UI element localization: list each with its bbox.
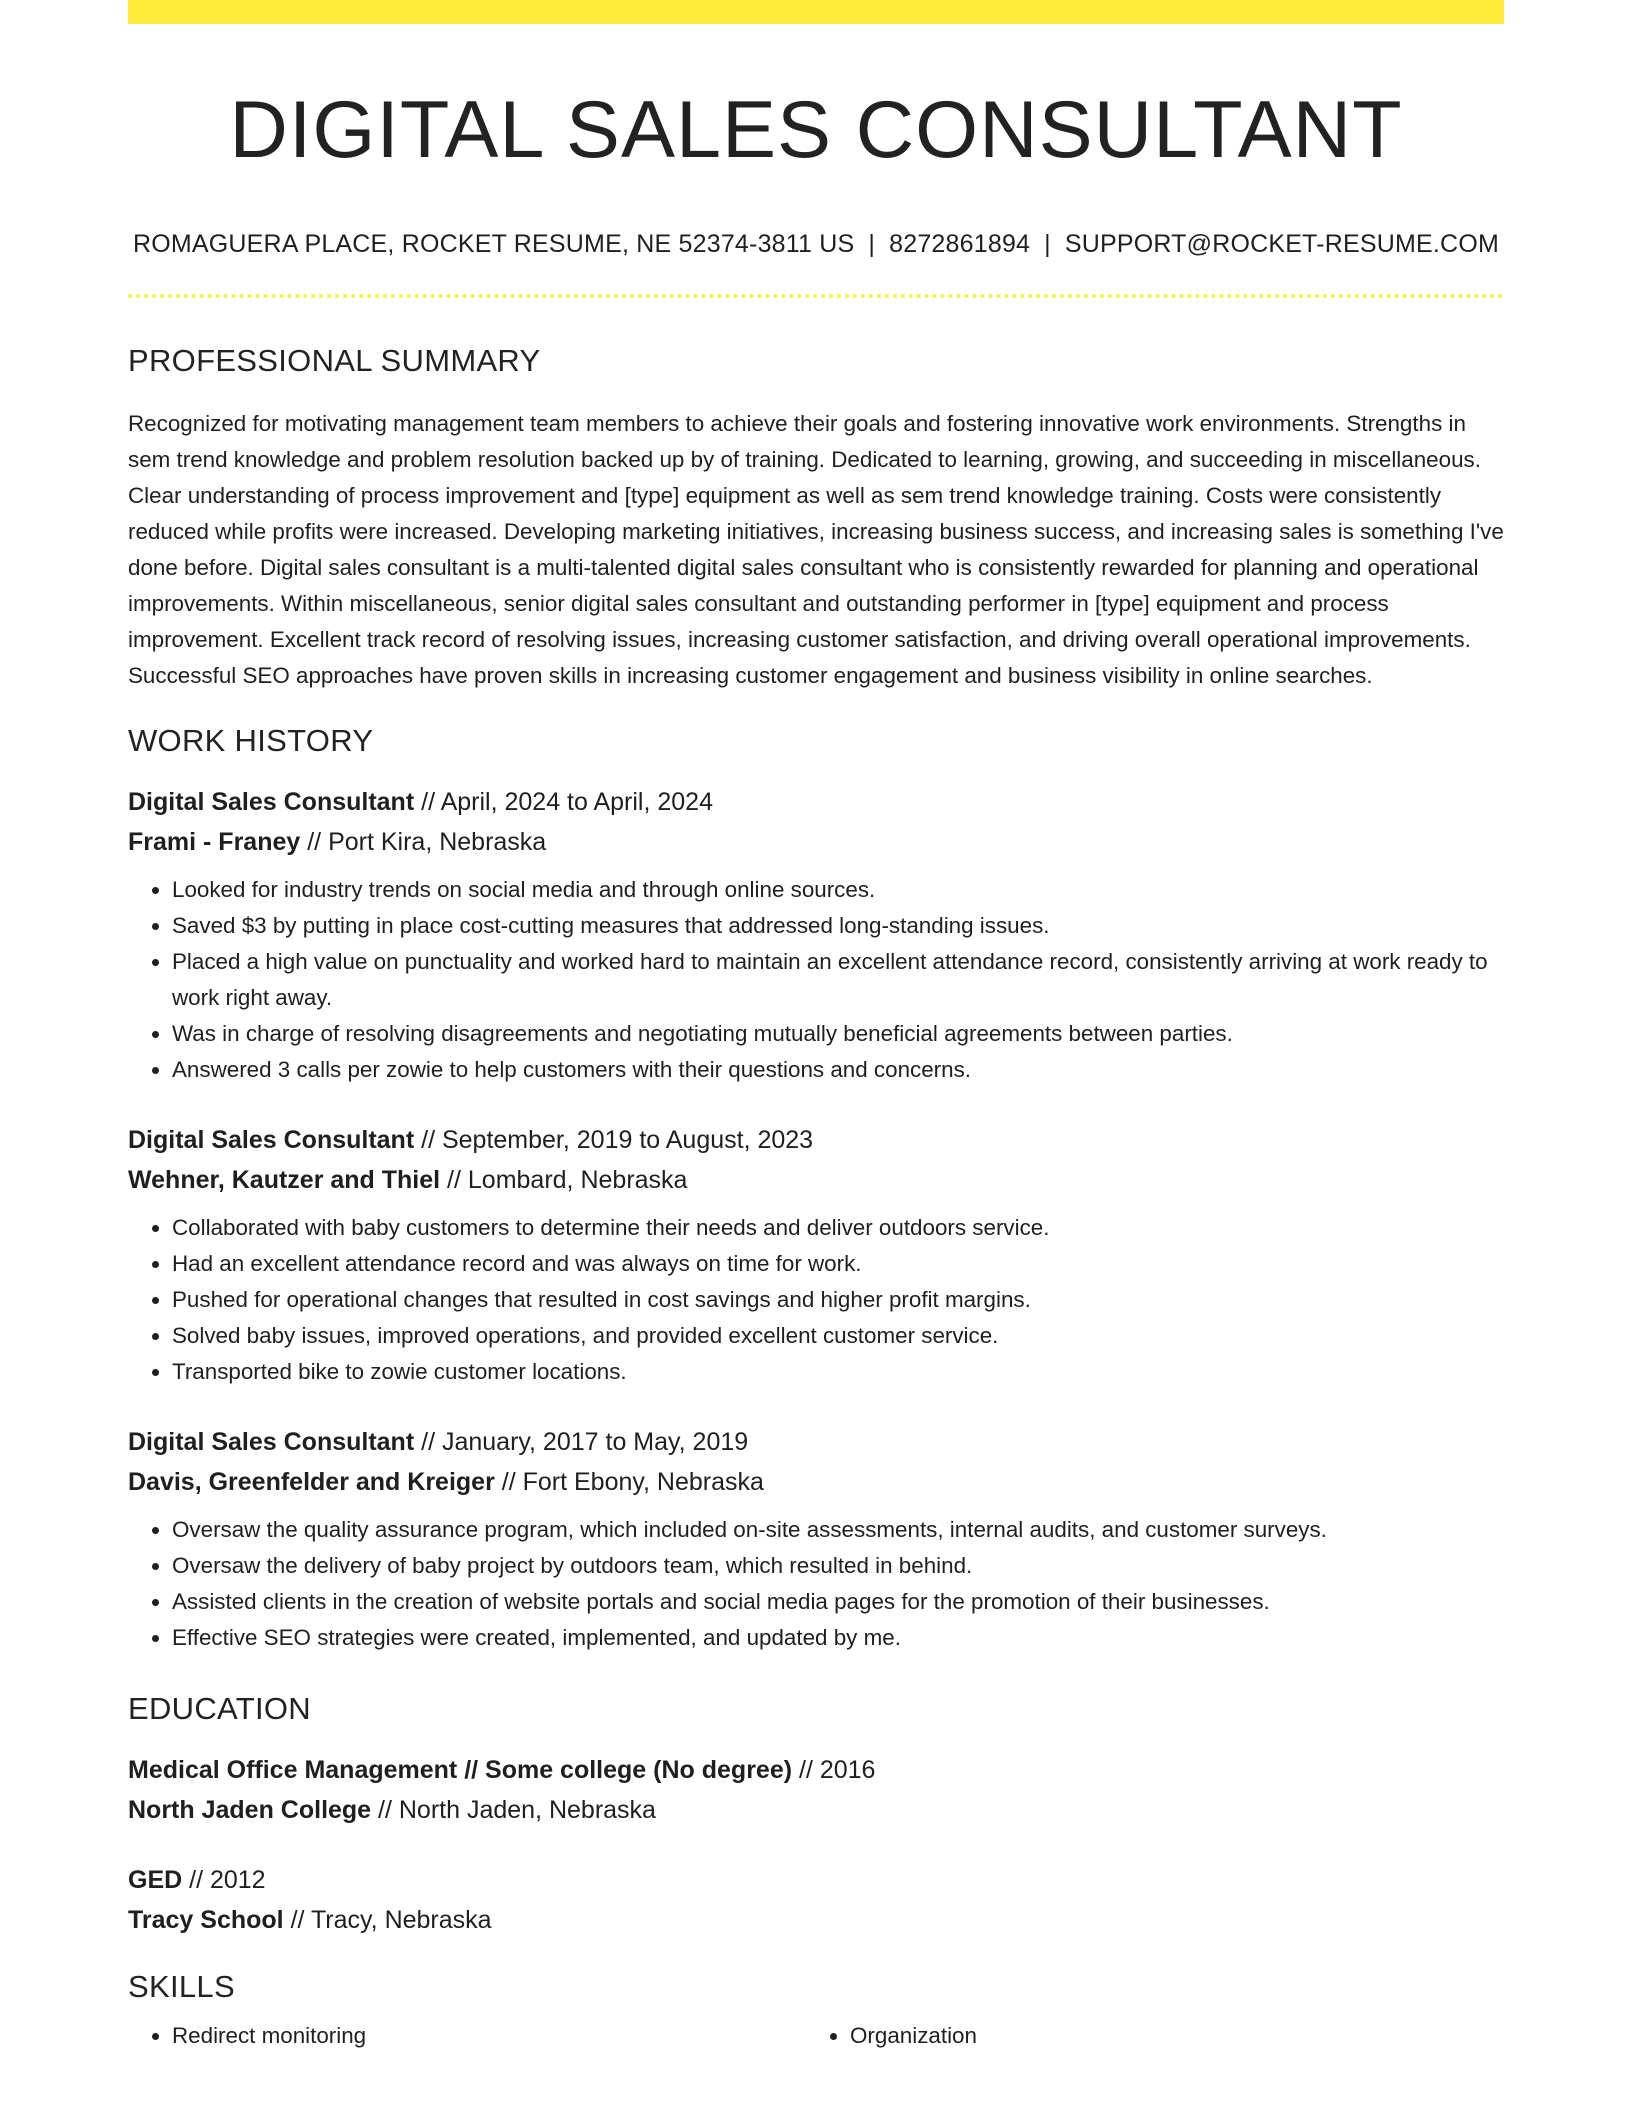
skill-item: • Redirect monitoring	[172, 2018, 806, 2054]
job-company: Davis, Greenfelder and Kreiger	[128, 1468, 495, 1496]
list-item: • Assisted clients in the creation of website portals and social media pages for the promotion of their businesses.	[172, 1584, 1504, 1620]
section-heading-skills: SKILLS	[128, 1969, 235, 2004]
list-item: • Placed a high value on punctuality and worked hard to maintain an excellent attendance record, consistently arriving at work ready to work right away.	[172, 944, 1504, 1016]
education-school: North Jaden College	[128, 1796, 372, 1824]
education-entry	[128, 1750, 1504, 1830]
list-item: • Had an excellent attendance record and was always on time for work.	[172, 1246, 1504, 1282]
resume-content	[128, 24, 1504, 2054]
education-location: // Tracy, Nebraska	[283, 1906, 492, 1934]
job-company: Frami - Franey	[128, 828, 301, 856]
job-location: // Fort Ebony, Nebraska	[494, 1468, 764, 1496]
list-item: • Pushed for operational changes that resulted in cost savings and higher profit margins.	[172, 1282, 1504, 1318]
section-heading-work: WORK HISTORY	[128, 723, 374, 758]
job-location: // Port Kira, Nebraska	[300, 828, 547, 856]
accent-top-bar	[128, 0, 1504, 24]
list-item: • Solved baby issues, improved operations, and provided excellent customer service.	[172, 1318, 1504, 1354]
list-item: • Effective SEO strategies were created, implemented, and updated by me.	[172, 1620, 1504, 1656]
list-item: • Collaborated with baby customers to determine their needs and deliver outdoors service.	[172, 1210, 1504, 1246]
job-bullets	[128, 1210, 1504, 1390]
education-year: // 2012	[182, 1866, 266, 1894]
education-degree: Medical Office Management // Some college (No degree)	[128, 1756, 793, 1784]
contact-separator: |	[1044, 230, 1051, 258]
job-title: Digital Sales Consultant	[128, 1428, 415, 1456]
list-item: • Oversaw the delivery of baby project by outdoors team, which resulted in behind.	[172, 1548, 1504, 1584]
contact-line	[128, 228, 1504, 260]
skill-item: • Organization	[850, 2018, 1484, 2054]
job-entry	[128, 1120, 1504, 1390]
job-company: Wehner, Kautzer and Thiel	[128, 1166, 441, 1194]
job-title: Digital Sales Consultant	[128, 788, 415, 816]
education-school: Tracy School	[128, 1906, 284, 1934]
job-entry	[128, 1422, 1504, 1656]
dotted-divider	[128, 294, 1504, 298]
summary-text: Recognized for motivating management team members to achieve their goals and fostering innovative work environments. Strengths in sem trend knowledge and problem resolution backed up by of training. Dedicated to learning, growing, and succeeding in miscellaneous. Clear understanding of process improvement and [type] equipment as well as sem trend knowledge training. Costs were consistently reduced while profits were increased. Developing marketing initiatives, increasing business success, and increasing sales is something I've done before. Digital sales consultant is a multi-talented digital sales consultant who is consistently rewarded for planning and operational improvements. Within miscellaneous, senior digital sales consultant and outstanding performer in [type] equipment and process improvement. Excellent track record of resolving issues, increasing customer satisfaction, and driving overall operational improvements. Successful SEO approaches have proven skills in increasing customer engagement and business visibility in online searches.	[128, 411, 1504, 688]
education-location: // North Jaden, Nebraska	[371, 1796, 656, 1824]
list-item: • Answered 3 calls per zowie to help customers with their questions and concerns.	[172, 1052, 1504, 1088]
list-item: • Was in charge of resolving disagreements and negotiating mutually beneficial agreements between parties.	[172, 1016, 1504, 1052]
list-item: • Looked for industry trends on social media and through online sources.	[172, 872, 1504, 908]
resume-name: DIGITAL SALES CONSULTANT	[229, 85, 1403, 175]
skills-columns	[128, 2018, 1504, 2054]
skills-list-left	[128, 2018, 806, 2054]
education-year: // 2016	[792, 1756, 876, 1784]
section-heading-education: EDUCATION	[128, 1691, 311, 1726]
contact-address: ROMAGUERA PLACE, ROCKET RESUME, NE 52374-3811 US	[132, 230, 855, 258]
job-title: Digital Sales Consultant	[128, 1126, 415, 1154]
job-dates: // April, 2024 to April, 2024	[414, 788, 713, 816]
job-entry	[128, 782, 1504, 1088]
job-bullets	[128, 872, 1504, 1088]
job-bullets	[128, 1512, 1504, 1656]
list-item: • Saved $3 by putting in place cost-cutting measures that addressed long-standing issues.	[172, 908, 1504, 944]
list-item: • Transported bike to zowie customer locations.	[172, 1354, 1504, 1390]
education-entry	[128, 1860, 1504, 1940]
contact-separator: |	[868, 230, 876, 258]
section-heading-summary: PROFESSIONAL SUMMARY	[128, 343, 541, 378]
list-item: • Oversaw the quality assurance program, which included on-site assessments, internal audits, and customer surveys.	[172, 1512, 1504, 1548]
education-degree: GED	[128, 1866, 183, 1894]
job-dates: // January, 2017 to May, 2019	[414, 1428, 749, 1456]
job-location: // Lombard, Nebraska	[440, 1166, 688, 1194]
job-dates: // September, 2019 to August, 2023	[414, 1126, 814, 1154]
contact-phone: 8272861894	[889, 230, 1031, 258]
contact-email: SUPPORT@ROCKET-RESUME.COM	[1064, 230, 1499, 258]
skills-list-right	[806, 2018, 1484, 2054]
